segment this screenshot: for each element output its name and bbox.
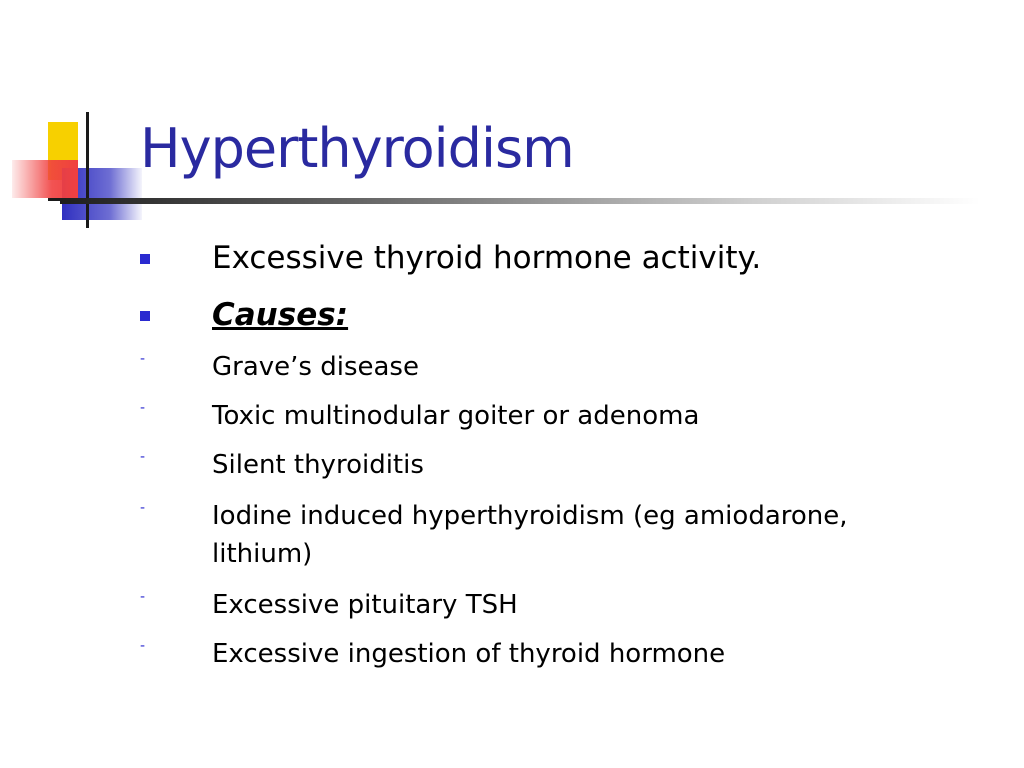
- bullet-text: Excessive thyroid hormone activity.: [212, 240, 762, 276]
- title-underline-rule: [60, 198, 980, 204]
- slide-title: Hyperthyroidism: [140, 117, 574, 180]
- cause-text: Excessive pituitary TSH: [212, 590, 518, 620]
- cause-text: Toxic multinodular goiter or adenoma: [212, 401, 700, 431]
- cause-text: Iodine induced hyperthyroidism (eg amiodarone,: [212, 501, 848, 531]
- cause-text: Silent thyroiditis: [212, 450, 424, 480]
- cause-text: Grave’s disease: [212, 352, 419, 382]
- dash-bullet-icon: -: [140, 589, 146, 605]
- causes-heading: Causes:: [212, 297, 349, 333]
- dash-bullet-icon: -: [140, 638, 146, 654]
- cause-text-continuation: lithium): [212, 539, 313, 569]
- corner-logo-decoration: [0, 0, 150, 240]
- dash-bullet-icon: -: [140, 500, 146, 516]
- square-bullet-icon: [140, 311, 150, 321]
- square-bullet-icon: [140, 254, 150, 264]
- dash-bullet-icon: -: [140, 400, 146, 416]
- dash-bullet-icon: -: [140, 449, 146, 465]
- dash-bullet-icon: -: [140, 351, 146, 367]
- cause-text: Excessive ingestion of thyroid hormone: [212, 639, 726, 669]
